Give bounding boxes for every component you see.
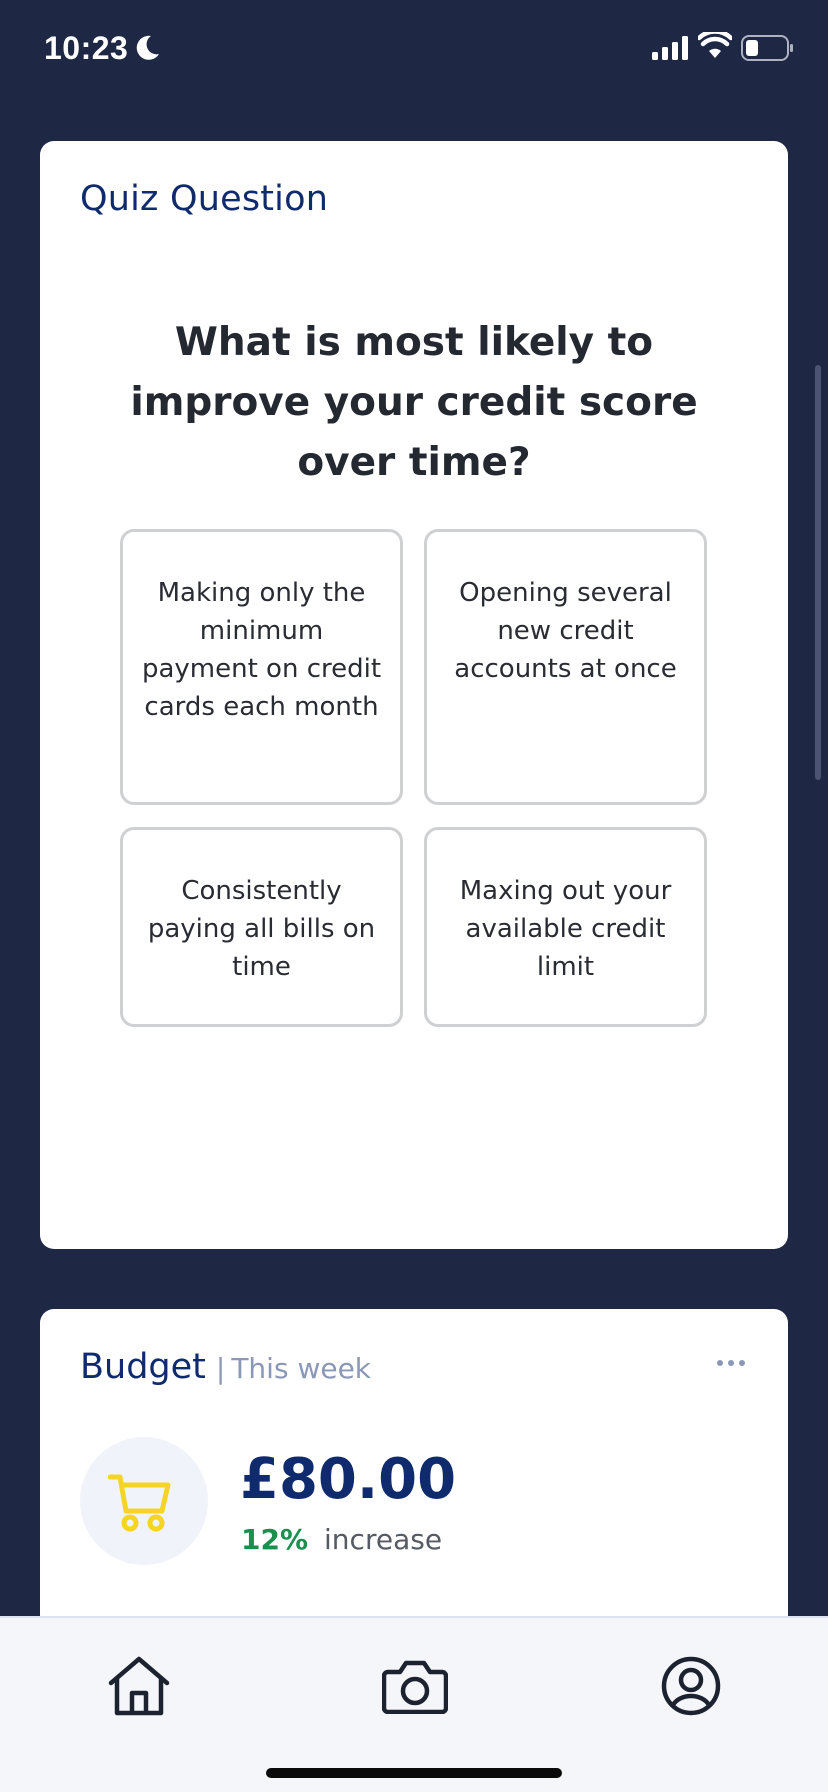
status-bar (0, 0, 828, 100)
signal-icon (652, 36, 690, 64)
quiz-option-label: Making only the minimum payment on credit cards each month (141, 578, 382, 722)
home-indicator[interactable] (266, 1768, 562, 1778)
budget-card[interactable] (40, 1309, 788, 1629)
nav-profile-button[interactable] (651, 1648, 731, 1728)
cart-icon-badge (80, 1437, 208, 1565)
budget-separator: | (215, 1352, 226, 1385)
bottom-nav (0, 1616, 828, 1792)
quiz-title: Quiz Question (80, 179, 329, 219)
nav-home-button[interactable] (99, 1648, 179, 1728)
quiz-option-label: Maxing out your available credit limit (459, 876, 672, 982)
nav-camera-button[interactable] (375, 1648, 455, 1728)
change-label: increase (324, 1523, 443, 1556)
budget-period: This week (231, 1352, 372, 1385)
quiz-option-4[interactable] (424, 827, 707, 1027)
scroll-indicator[interactable] (815, 365, 821, 780)
quiz-option-label: Consistently paying all bills on time (147, 876, 376, 982)
shopping-cart-icon (108, 1471, 172, 1537)
quiz-option-label: Opening several new credit accounts at once (454, 578, 677, 684)
quiz-option-3[interactable] (120, 827, 403, 1027)
budget-header (80, 1347, 371, 1387)
change-percent: 12% (241, 1523, 309, 1556)
camera-icon (382, 1658, 448, 1718)
quiz-card (40, 141, 788, 1249)
profile-icon (660, 1655, 722, 1721)
budget-amount: £80.00 (240, 1447, 457, 1512)
moon-icon (135, 34, 161, 66)
home-icon (106, 1655, 172, 1721)
quiz-option-2[interactable] (424, 529, 707, 805)
budget-title: Budget (80, 1347, 206, 1387)
quiz-question: What is most likely to improve your credit score over time? (130, 320, 698, 485)
budget-change (241, 1523, 442, 1556)
status-time: 10:23 (44, 30, 129, 66)
more-options-icon[interactable] (716, 1353, 746, 1372)
wifi-icon (698, 32, 732, 64)
battery-icon (741, 35, 795, 65)
quiz-option-1[interactable] (120, 529, 403, 805)
